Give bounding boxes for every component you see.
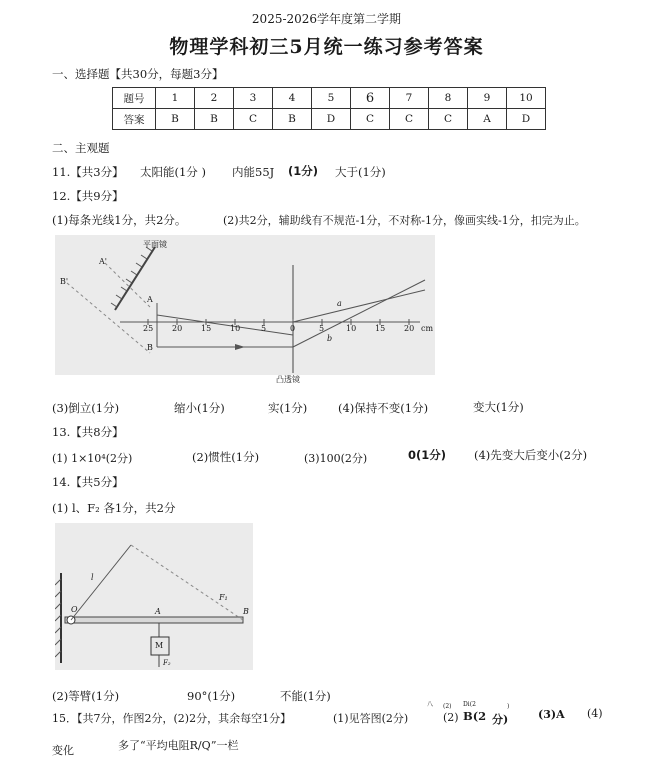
q14-lead: 14.【共5分】: [52, 475, 124, 489]
tick-label: 25: [143, 324, 154, 333]
answer-cell: C: [351, 109, 390, 130]
q11-answer-1: 太阳能(1分 ): [140, 165, 206, 179]
ray-b-label: b: [327, 334, 333, 343]
q12-answer-1: (3)倒立(1分): [52, 401, 120, 415]
answer-table-number-row: [113, 88, 546, 109]
q12-part1: (1)每条光线1分，共2分。: [52, 213, 187, 227]
tick-label: 20: [172, 324, 183, 333]
q13-answer-1: (1) 1×10⁴(2分): [52, 452, 133, 465]
q12-answer-2: 缩小(1分): [174, 401, 225, 415]
question-number: 6: [351, 88, 390, 109]
q13-answer-4: 0(1分): [408, 448, 447, 462]
q13-answer-5: (4)先变大后变小(2分): [474, 448, 588, 462]
question-number: 3: [234, 88, 273, 109]
answer-cell: D: [312, 109, 351, 130]
answer-table-answer-row: [113, 109, 546, 130]
f2-label: F₂: [163, 659, 171, 667]
tick-label: 10: [230, 324, 241, 333]
question-number: 4: [273, 88, 312, 109]
section2-heading: 二、主观题: [52, 141, 110, 155]
question-number: 5: [312, 88, 351, 109]
q13-answer-2: (2)惯性(1分): [192, 450, 260, 464]
q15-mark-1: 八: [427, 701, 434, 708]
section1-heading: 一、选择题【共30分，每题3分】: [52, 67, 224, 81]
question-number: 8: [429, 88, 468, 109]
q12-answer-5: 变大(1分): [473, 400, 524, 414]
q11-answer-2: 内能55J: [232, 165, 275, 179]
b-label: B: [243, 607, 249, 616]
q11-lead: 11.【共3分】: [52, 165, 124, 179]
a-label: A: [155, 607, 161, 616]
q12-answer-4: (4)保持不变(1分): [338, 401, 429, 415]
q13-lead: 13.【共8分】: [52, 425, 124, 439]
q15-answer-2: (2): [443, 711, 459, 724]
row-label-answer: 答案: [113, 109, 156, 130]
arm-label: l: [91, 573, 94, 582]
symmetry-line-a: [105, 263, 150, 307]
lever-bar: [65, 617, 243, 623]
question-number: 2: [195, 88, 234, 109]
mirror-hatching: [111, 247, 152, 307]
q15-lead: 15．【共7分，作图2分，(2)2分，其余每空1分】: [52, 712, 292, 725]
q15-answer-8: 多了“平均电阻R/Q”一栏: [118, 739, 239, 752]
q15-answer-3: B(2: [463, 709, 487, 723]
answer-cell: B: [195, 109, 234, 130]
q15-mark-2: (2): [443, 703, 452, 710]
q15-answer-4: 分): [492, 713, 509, 726]
object-a-label: A: [147, 295, 153, 304]
answer-cell: D: [507, 109, 546, 130]
tick-label: 0: [290, 324, 296, 333]
image-b-label: B': [60, 277, 69, 286]
f1-label: F₁: [219, 593, 228, 602]
q12-answer-3: 实(1分): [268, 401, 308, 415]
lever-figure: [55, 523, 253, 670]
document-term: 2025-2026学年度第二学期: [251, 12, 402, 26]
question-number: 9: [468, 88, 507, 109]
tick-label: 15: [375, 324, 386, 333]
symmetry-line-b: [67, 283, 150, 353]
answer-table: [112, 87, 546, 130]
answer-cell: C: [234, 109, 273, 130]
q13-answer-3: (3)100(2分): [304, 452, 368, 465]
tick-label: 10: [346, 324, 357, 333]
q15-answer-1: (1)见答图(2分): [333, 712, 409, 725]
q15-answer-5: (3)A: [538, 708, 565, 721]
image-a-label: A': [99, 257, 107, 266]
tick-label: 20: [404, 324, 415, 333]
axis-unit: cm: [421, 324, 434, 333]
m-label: M: [155, 641, 164, 650]
answer-cell: B: [273, 109, 312, 130]
q14-answer-3: 不能(1分): [280, 689, 331, 703]
ray-b-arrow: [235, 344, 245, 350]
optics-figure: [55, 235, 435, 375]
ray-b-refracted: [293, 280, 425, 347]
row-label-number: 题号: [113, 88, 156, 109]
tick-label: 5: [261, 324, 267, 333]
q15-mark-4: ): [507, 703, 510, 710]
answer-cell: B: [156, 109, 195, 130]
arm-l-line: [71, 545, 131, 620]
ray-a-refracted: [293, 290, 425, 322]
q15-mark-3: Di(2: [463, 701, 476, 708]
force-action-line: [131, 545, 243, 620]
o-label: O: [71, 605, 78, 614]
answer-cell: C: [390, 109, 429, 130]
document-title: 物理学科初三5月统一练习参考答案: [169, 36, 484, 58]
q12-part2: (2)共2分，辅助线有不规范-1分，不对称-1分，像画实线-1分，扣完为止。: [223, 214, 586, 227]
q14-answer-2: 90°(1分): [187, 689, 236, 703]
q11-answer-3: 大于(1分): [335, 165, 386, 179]
q14-answer-1: (2)等臂(1分): [52, 689, 120, 703]
mirror-label: 平面镜: [143, 240, 167, 249]
tick-label: 15: [201, 324, 212, 333]
q15-answer-7: 变化: [52, 744, 74, 757]
lens-label: 凸透镜: [276, 375, 300, 384]
answer-cell: A: [468, 109, 507, 130]
answer-cell: C: [429, 109, 468, 130]
ray-a-label: a: [337, 299, 342, 308]
q11-answer-2-score: (1分): [288, 164, 319, 178]
tick-label: 5: [319, 324, 325, 333]
question-number: 1: [156, 88, 195, 109]
question-number: 7: [390, 88, 429, 109]
question-number: 10: [507, 88, 546, 109]
q14-part1: (1) l、F₂ 各1分，共2分: [52, 501, 176, 515]
optics-diagram: [55, 235, 435, 375]
q15-answer-6: (4): [587, 707, 603, 720]
object-b-label: B: [147, 343, 153, 352]
q12-lead: 12.【共9分】: [52, 189, 124, 203]
